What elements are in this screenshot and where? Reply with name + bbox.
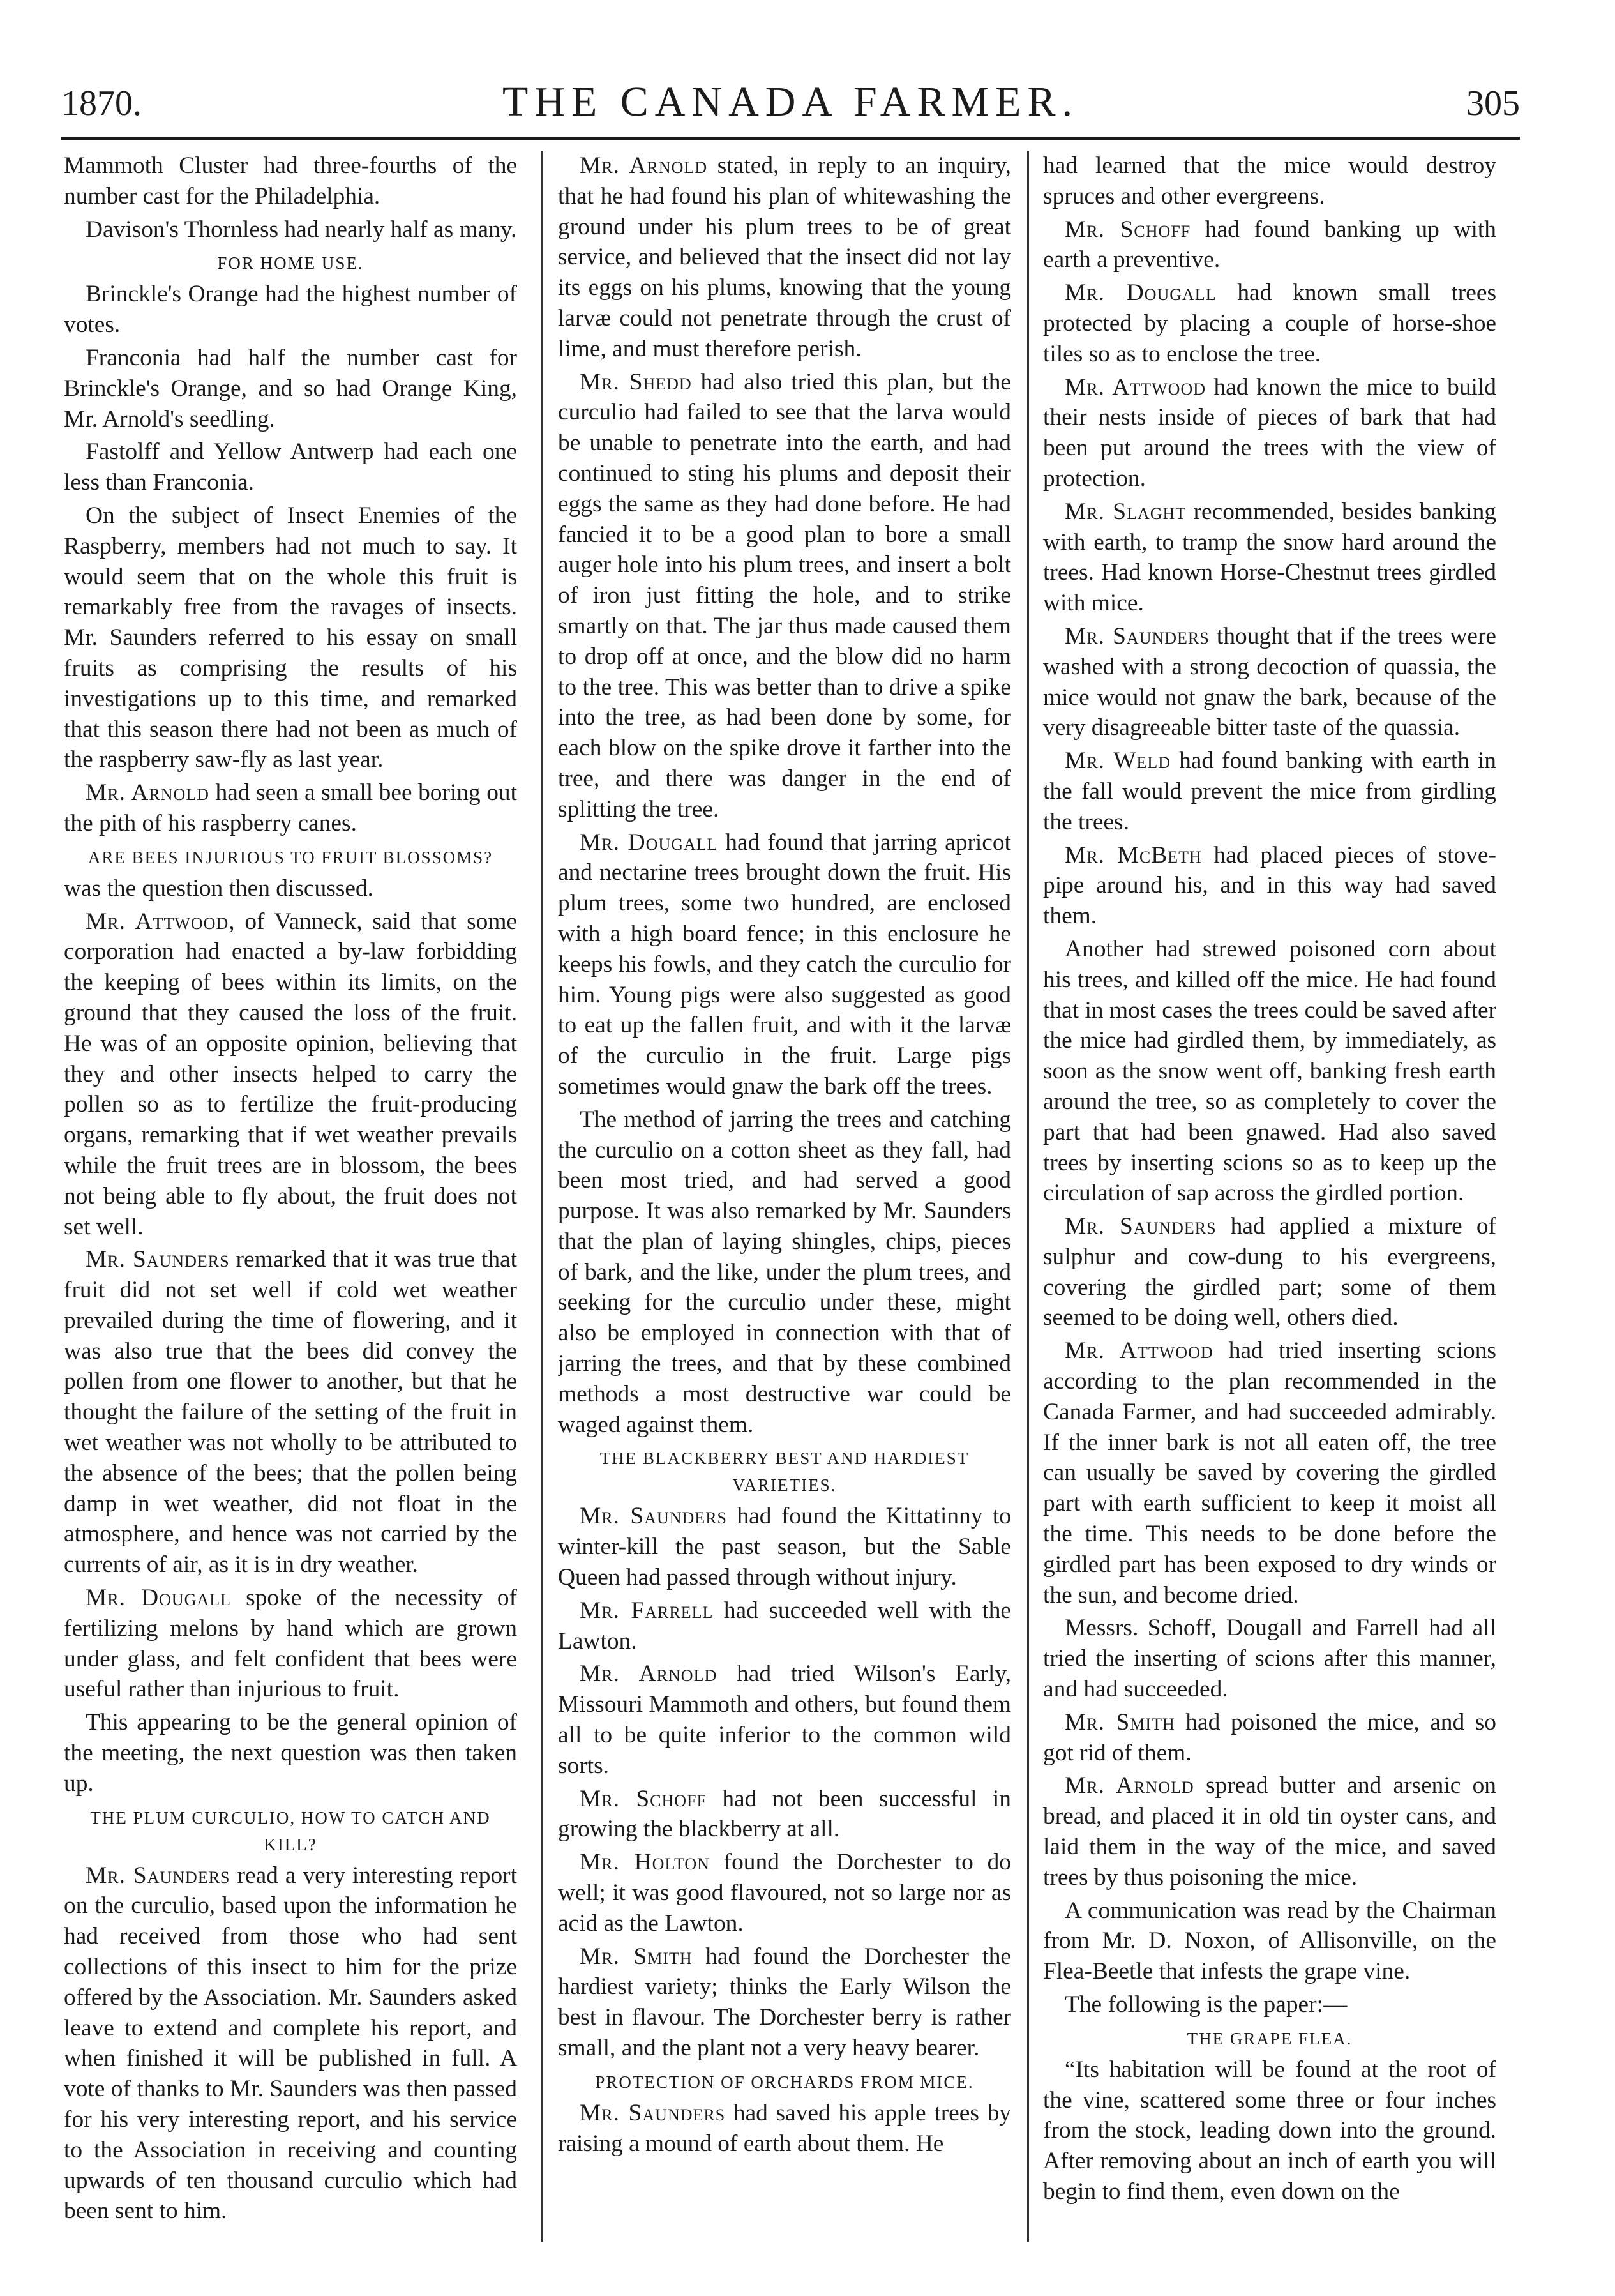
speaker-name: Mr. Dougall <box>580 829 718 856</box>
paragraph <box>1043 1896 1496 1987</box>
paragraph <box>1043 746 1496 837</box>
paragraph <box>64 501 517 775</box>
text-column-2 <box>558 151 1011 2242</box>
speaker-name: Mr. Shedd <box>580 368 692 395</box>
paragraph-text: had found the Dorchester the hardiest variety; thinks the Early Wilson the best in flavour. The Dorchester berry is rather small, and the plant not a very heavy bearer. <box>558 1943 1011 2062</box>
paragraph <box>1043 215 1496 276</box>
speaker-name: Mr. Saunders <box>86 1246 230 1273</box>
paragraph <box>64 907 517 1242</box>
section-heading: THE PLUM CURCULIO, HOW TO CATCH AND KILL? <box>90 1808 491 1854</box>
paragraph <box>64 1861 517 2227</box>
paragraph <box>1043 840 1496 932</box>
paragraph <box>1043 1613 1496 1704</box>
speaker-name: Mr. Attwood <box>1065 1338 1213 1364</box>
speaker-name: Mr. Saunders <box>1065 623 1210 649</box>
paragraph <box>558 367 1011 825</box>
section-heading: FOR HOME USE. <box>217 253 364 273</box>
speaker-name: Mr. Arnold <box>1065 1772 1194 1799</box>
masthead <box>61 75 1520 134</box>
speaker-name: Mr. Attwood <box>86 908 229 935</box>
paragraph-text: Franconia had half the number cast for Brinckle's Orange, and so had Orange King, Mr. Arnold's seedling. <box>64 344 517 432</box>
paragraph-text: had saved his apple trees by raising a mound of earth about them. He <box>558 2099 1011 2157</box>
paragraph-text: stated, in reply to an inquiry, that he had found his plan of whitewashing the ground under his plum trees to be of great service, and believed that the insect did not lay its eggs on his plums, knowing that the young larvæ could not penetrate through the crust of lime, and must therefore perish. <box>558 153 1011 362</box>
speaker-name: Mr. Weld <box>1065 748 1171 774</box>
paragraph <box>64 1244 517 1580</box>
paragraph-text: Messrs. Schoff, Dougall and Farrell had all tried the inserting of scions after this manner, and had succeeded. <box>1043 1615 1496 1703</box>
paragraph <box>558 1105 1011 1440</box>
paragraph-text: had learned that the mice would destroy spruces and other evergreens. <box>1043 153 1496 209</box>
column-divider-2 <box>1027 151 1029 2242</box>
paragraph-text: remarked that it was true that fruit did not set well if cold wet weather prevailed during the time of flowering, and it was also true that the bees did convey the pollen from one flower to another, but that he thought the failure of the setting of the fruit in wet weather was not wholly to be attributed to the absence of the bees; that the pollen being damp in wet weather, did not float in the atmosphere, and hence was not carried by the currents of air, as it is in dry weather. <box>64 1246 517 1578</box>
speaker-name: Mr. Schoff <box>1065 216 1191 243</box>
paragraph-text: had known small trees protected by placing a couple of horse-shoe tiles so as to enclose the tree. <box>1043 280 1496 367</box>
masthead-rule <box>61 137 1520 140</box>
paragraph-text: Mammoth Cluster had three-fourths of the number cast for the Philadelphia. <box>64 153 517 209</box>
paragraph-text: On the subject of Insect Enemies of the Raspberry, members had not much to say. It would seem that on the whole this fruit is remarkably free from the ravages of insects. Mr. Saunders referred to his essay on small fruits as comprising the results of his investigations up to this time, and remarked that this season there had not been as much of the raspberry saw-fly as last year. <box>64 502 517 773</box>
paragraph-text: had tried inserting scions according to the plan recommended in the Canada Farmer, and had succeeded admirably. If the inner bark is not all eaten off, the tree can usually be saved by covering the girdled part with earth sufficient to keep it moist all the time. This needs to be done before the girdled part has been exposed to dry winds or the sun, and become dried. <box>1043 1338 1496 1608</box>
issue-year: 1870. <box>61 84 142 123</box>
paragraph <box>1043 497 1496 619</box>
section-heading: PROTECTION OF ORCHARDS FROM MICE. <box>595 2072 974 2092</box>
paragraph <box>1043 1336 1496 1610</box>
paragraph-text: Brinckle's Orange had the highest number of votes. <box>64 281 517 338</box>
paragraph-text: had found the Kittatinny to winter-kill the past season, but the Sable Queen had passed through without injury. <box>558 1503 1011 1591</box>
paragraph <box>64 215 517 245</box>
paragraph <box>558 1847 1011 1938</box>
paragraph-text: read a very interesting report on the curculio, based upon the information he had received from those who had sent collections of this insect to him for the prize offered by the Association. Mr. Saunders asked leave to extend and complete his report, and when finished it will be published in full. A vote of thanks to Mr. Saunders was then passed for his very interesting report, and his service to the Association in receiving and counting upwards of ten thousand curculio which had been sent to him. <box>64 1862 517 2224</box>
paragraph-text: had found banking up with earth a preventive. <box>1043 216 1496 273</box>
speaker-name: Mr. Holton <box>580 1849 710 1876</box>
column-divider-1 <box>541 151 543 2242</box>
paragraph-text: “Its habitation will be found at the root of the vine, scattered some three or four inches from the stock, leading down into the ground. After removing about an inch of earth you will begin to find them, even down on the <box>1043 2056 1496 2205</box>
paragraph <box>1043 1707 1496 1769</box>
paragraph-text: Fastolff and Yellow Antwerp had each one less than Franconia. <box>64 439 517 496</box>
paragraph-text: recommended, besides banking with earth, to tramp the snow hard around the trees. Had known Horse-Chestnut trees girdled with mice. <box>1043 498 1496 617</box>
speaker-name: Mr. Saunders <box>86 1862 230 1889</box>
paragraph <box>1043 1211 1496 1333</box>
paragraph <box>1043 151 1496 212</box>
paragraph-text: had not been successful in growing the blackberry at all. <box>558 1785 1011 1843</box>
paragraph-text: found the Dorchester to do well; it was good flavoured, not so large nor as acid as the Lawton. <box>558 1849 1011 1937</box>
paragraph <box>64 437 517 498</box>
paragraph <box>558 827 1011 1102</box>
paragraph <box>1043 934 1496 1209</box>
page-number: 305 <box>1466 84 1520 123</box>
paragraph <box>64 1583 517 1705</box>
paragraph-text: thought that if the trees were washed with a strong decoction of quassia, the mice would not gnaw the bark, because of the very disagreeable bitter taste of the quassia. <box>1043 623 1496 741</box>
paragraph-text: A communication was read by the Chairman from Mr. D. Noxon, of Allisonville, on the Flea-Beetle that infests the grape vine. <box>1043 1897 1496 1985</box>
speaker-name: Mr. Attwood <box>1065 374 1206 400</box>
speaker-name: Mr. Farrell <box>580 1597 714 1624</box>
speaker-name: Mr. Smith <box>580 1943 693 1970</box>
paragraph-text: Davison's Thornless had nearly half as many. <box>86 216 517 243</box>
paragraph-text: had placed pieces of stove-pipe around his, and in this way had saved them. <box>1043 842 1496 930</box>
paragraph <box>1043 621 1496 743</box>
speaker-name: Mr. Arnold <box>580 1661 717 1688</box>
paragraph-text: had also tried this plan, but the curculio had failed to see that the larva would be unable to penetrate into the earth, and had continued to sting his plums and deposit their eggs the same as they had done before. He had fancied it to be a good plan to bore a small auger hole into his plum trees, and insert a bolt of iron just fitting the hole, and to strike smartly on that. The jar thus made caused them to drop off at once, and the blow did no harm to the tree. This was better than to drive a spike into the tree, as had been done by some, for each blow on the spike drove it farther into the tree, and there was danger in the end of splitting the tree. <box>558 368 1011 822</box>
paragraph-text: spread butter and arsenic on bread, and placed it in old tin oyster cans, and laid them in the way of the mice, and saved trees by thus poisoning the mice. <box>1043 1772 1496 1891</box>
paragraph-text: had known the mice to build their nests inside of pieces of bark that had been put around the trees with the view of protection. <box>1043 374 1496 492</box>
section-heading: THE GRAPE FLEA. <box>1187 2028 1353 2048</box>
paragraph-text: The following is the paper:— <box>1065 1991 1348 2018</box>
text-column-1 <box>64 151 517 2242</box>
paragraph <box>558 1784 1011 1845</box>
paragraph-text: had seen a small bee boring out the pith of his raspberry canes. <box>64 780 517 836</box>
section-heading: THE BLACKBERRY BEST AND HARDIEST VARIETIES. <box>599 1449 970 1495</box>
paragraph <box>1043 2055 1496 2207</box>
paragraph-text: was the question then discussed. <box>64 875 373 902</box>
paragraph <box>558 1501 1011 1592</box>
paragraph <box>64 873 517 904</box>
paragraph-text: had poisoned the mice, and so got rid of them. <box>1043 1709 1496 1766</box>
paragraph <box>64 778 517 839</box>
paragraph <box>558 2098 1011 2159</box>
paragraph-text: had found that jarring apricot and nectarine trees brought down the fruit. His plum trees, some two hundred, are enclosed with a high board fence; in this enclosure he keeps his fowls, and they catch the curculio for him. Young pigs were also suggested as good to eat up the fallen fruit, and with it the larvæ of the curculio in the fruit. Large pigs sometimes would gnaw the bark off the trees. <box>558 829 1011 1099</box>
speaker-name: Mr. Arnold <box>86 780 209 806</box>
speaker-name: Mr. McBeth <box>1065 842 1202 868</box>
paragraph-text: spoke of the necessity of fertilizing melons by hand which are grown under glass, and felt confident that bees were useful rather than injurious to fruit. <box>64 1585 517 1703</box>
speaker-name: Mr. Schoff <box>580 1785 707 1812</box>
speaker-name: Mr. Saunders <box>1065 1213 1217 1240</box>
paragraph <box>1043 1771 1496 1892</box>
paragraph-text: had tried Wilson's Early, Missouri Mammoth and others, but found them all to be quite inferior to the common wild sorts. <box>558 1661 1011 1779</box>
speaker-name: Mr. Saunders <box>580 2099 726 2126</box>
paragraph <box>558 151 1011 365</box>
paragraph <box>558 1596 1011 1657</box>
speaker-name: Mr. Dougall <box>1065 280 1217 306</box>
newspaper-title: THE CANADA FARMER. <box>502 79 1079 125</box>
paragraph-text: Another had strewed poisoned corn about his trees, and killed off the mice. He had found that in most cases the trees could be saved after the mice had girdled them, by immediately, as soon as the snow went off, banking fresh earth around the tree, so as completely to cover the part that had been gnawed. Had also saved trees by inserting scions so as to keep up the circulation of sap across the girdled portion. <box>1043 935 1496 1207</box>
paragraph <box>1043 372 1496 494</box>
paragraph-text: had applied a mixture of sulphur and cow-dung to his evergreens, covering the girdled part; some of them seemed to be doing well, others died. <box>1043 1213 1496 1331</box>
paragraph-text: had succeeded well with the Lawton. <box>558 1597 1011 1654</box>
text-column-3 <box>1043 151 1496 2242</box>
paragraph-text: The method of jarring the trees and catching the curculio on a cotton sheet as they fall, had been most tried, and had served a good purpose. It was also remarked by Mr. Saunders that the plan of laying shingles, chips, pieces of bark, and the like, under the plum trees, and seeking for the curculio under these, might also be employed in connection with that of jarring the trees, and that by these combined methods a most destructive war could be waged against them. <box>558 1106 1011 1438</box>
paragraph-text: , of Vanneck, said that some corporation had enacted a by-law forbidding the keeping of bees within its limits, on the ground that they caused the loss of the fruit. He was of an opposite opinion, believing that they and other insects helped to carry the pollen so as to fertilize the fruit-producing organs, remarking that if wet weather prevails while the fruit trees are in blossom, the bees not being able to fly about, the fruit does not set well. <box>64 908 517 1240</box>
paragraph <box>1043 278 1496 369</box>
speaker-name: Mr. Smith <box>1065 1709 1175 1735</box>
paragraph-text: This appearing to be the general opinion of the meeting, the next question was then taken up. <box>64 1709 517 1797</box>
section-heading: ARE BEES INJURIOUS TO FRUIT BLOSSOMS? <box>87 847 493 867</box>
paragraph <box>1043 1990 1496 2020</box>
paragraph <box>64 1707 517 1799</box>
paragraph <box>64 279 517 340</box>
paragraph-text: had found banking with earth in the fall would prevent the mice from girdling the trees. <box>1043 748 1496 835</box>
paragraph <box>64 343 517 434</box>
paragraph <box>558 1942 1011 2064</box>
paragraph <box>64 151 517 212</box>
speaker-name: Mr. Saunders <box>580 1503 727 1530</box>
speaker-name: Mr. Dougall <box>86 1585 231 1612</box>
paragraph <box>558 1659 1011 1781</box>
speaker-name: Mr. Arnold <box>580 153 708 179</box>
speaker-name: Mr. Slaght <box>1065 498 1187 525</box>
